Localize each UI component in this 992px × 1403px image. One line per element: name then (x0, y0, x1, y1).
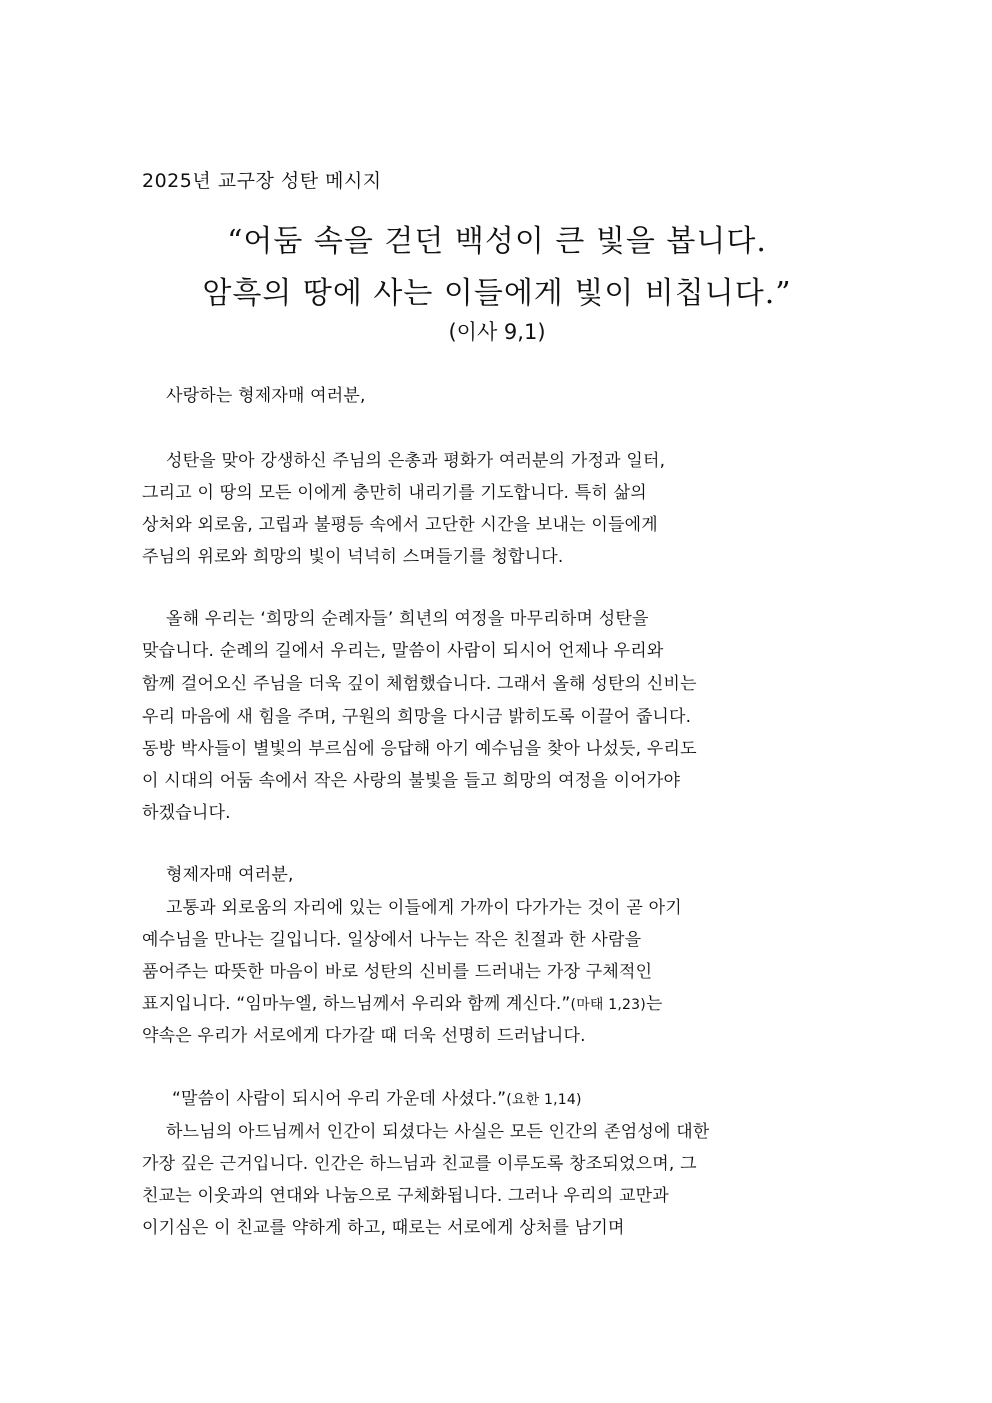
paragraph-2-line: 하겠습니다. (142, 803, 231, 823)
scripture-reference: (요한 1,14) (506, 1092, 582, 1108)
paragraph-1-line: 그리고 이 땅의 모든 이에게 충만히 내리기를 기도합니다. 특히 삶의 (142, 483, 647, 503)
greeting-2: 형제자매 여러분, (166, 865, 294, 885)
paragraph-2-line: 함께 걸어오신 주님을 더욱 깊이 체험했습니다. 그래서 올해 성탄의 신비는 (142, 674, 697, 694)
paragraph-3-line: 품어주는 따뜻한 마음이 바로 성탄의 신비를 드러내는 가장 구체적인 (142, 962, 653, 982)
paragraph-4-line: 이기심은 이 친교를 약하게 하고, 때로는 서로에게 상처를 남기며 (142, 1218, 625, 1238)
paragraph-3-line (142, 993, 663, 1016)
epigraph-reference: (이사 9,1) (448, 320, 546, 344)
paragraph-2-line: 이 시대의 어둠 속에서 작은 사랑의 불빛을 들고 희망의 여정을 이어가야 (142, 771, 681, 791)
paragraph-3-line: 고통과 외로움의 자리에 있는 이들에게 가까이 다가가는 것이 곧 아기 (166, 898, 682, 918)
paragraph-4-line: 하느님의 아드님께서 인간이 되셨다는 사실은 모든 인간의 존엄성에 대한 (166, 1122, 710, 1142)
paragraph-3-line: 예수님을 만나는 길입니다. 일상에서 나누는 작은 친절과 한 사람을 (142, 930, 642, 950)
epigraph-line-1: “어둠 속을 걷던 백성이 큰 빛을 봅니다. (227, 224, 767, 259)
paragraph-3-line: 약속은 우리가 서로에게 다가갈 때 더욱 선명히 드러납니다. (142, 1026, 586, 1046)
paragraph-2-line: 올해 우리는 ‘희망의 순례자들’ 희년의 여정을 마무리하며 성탄을 (166, 609, 649, 629)
paragraph-3-line-text: 표지입니다. “임마누엘, 하느님께서 우리와 함께 계신다.” (142, 994, 571, 1014)
paragraph-1-line: 주님의 위로와 희망의 빛이 넉넉히 스며들기를 청합니다. (142, 547, 564, 567)
document-heading: 2025년 교구장 성탄 메시지 (142, 170, 382, 192)
paragraph-4-line: 친교는 이웃과의 연대와 나눔으로 구체화됩니다. 그러나 우리의 교만과 (142, 1186, 669, 1206)
paragraph-2-line: 맞습니다. 순례의 길에서 우리는, 말씀이 사람이 되시어 언제나 우리와 (142, 641, 664, 661)
paragraph-2-line: 동방 박사들이 별빛의 부르심에 응답해 아기 예수님을 찾아 나섰듯, 우리도 (142, 739, 697, 759)
paragraph-2-line: 우리 마음에 새 힘을 주며, 구원의 희망을 다시금 밝히도록 이끌어 줍니다. (142, 707, 692, 727)
paragraph-1-line: 상처와 외로움, 고립과 불평등 속에서 고단한 시간을 보내는 이들에게 (142, 515, 658, 535)
epigraph-line-2: 암흑의 땅에 사는 이들에게 빛이 비칩니다.” (202, 276, 792, 311)
scripture-quote-text: “말씀이 사람이 되시어 우리 가운데 사셨다.” (172, 1089, 507, 1109)
scripture-reference: (마태 1,23) (570, 997, 646, 1013)
scripture-quote (172, 1088, 582, 1111)
paragraph-1-line: 성탄을 맞아 강생하신 주님의 은총과 평화가 여러분의 가정과 일터, (166, 451, 666, 471)
paragraph-3-line-tail: 는 (645, 994, 663, 1014)
greeting-1: 사랑하는 형제자매 여러분, (166, 386, 366, 406)
paragraph-4-line: 가장 깊은 근거입니다. 인간은 하느님과 친교를 이루도록 창조되었으며, 그 (142, 1154, 697, 1174)
